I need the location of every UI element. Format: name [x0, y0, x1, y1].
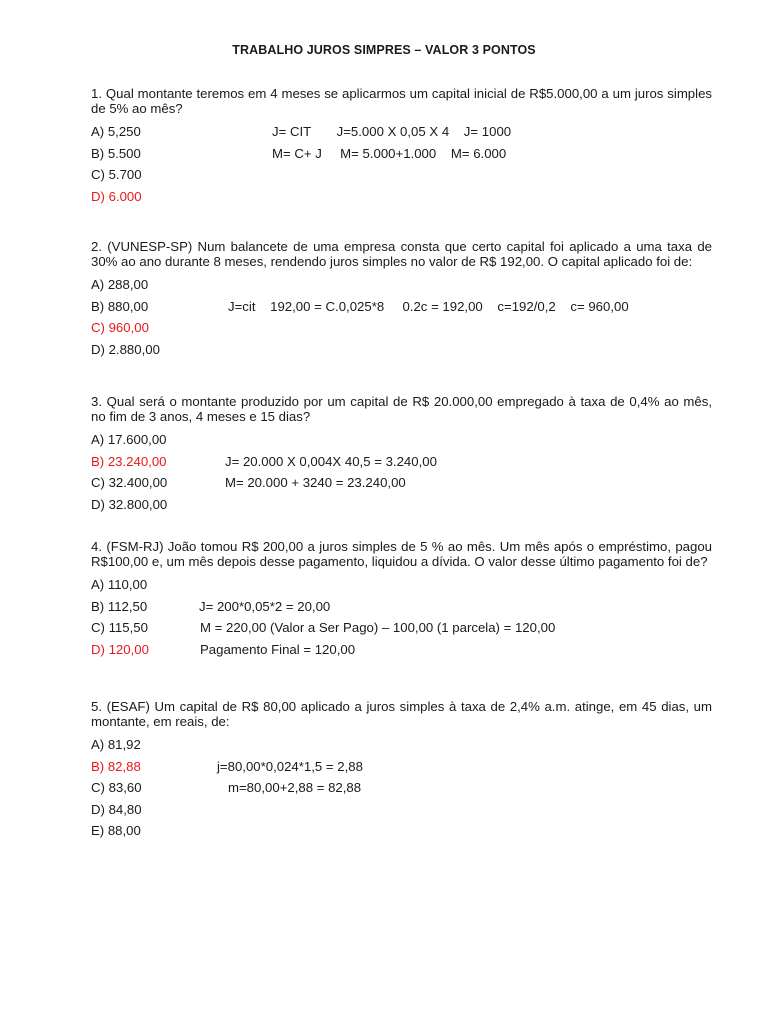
- question-stem: 1. Qual montante teremos em 4 meses se aplicarmos um capital inicial de R$5.000,00 a um juros simples de 5% ao mês?: [91, 86, 712, 116]
- option-b: [91, 143, 712, 165]
- option-b-correct-answer: [91, 756, 712, 778]
- option-a: [91, 274, 712, 296]
- calculation-note: m=80,00+2,88 = 82,88: [228, 780, 362, 796]
- option-label: A) 5,250: [91, 124, 141, 139]
- option-c: [91, 472, 712, 494]
- option-d-correct-answer: [91, 639, 712, 661]
- question-1: [91, 86, 712, 207]
- option-d: [91, 494, 712, 516]
- option-label: D) 32.800,00: [91, 496, 168, 512]
- option-c: [91, 777, 712, 799]
- option-a: [91, 734, 712, 756]
- correct-answer-label: C) 960,00: [91, 320, 149, 336]
- option-label: E) 88,00: [91, 823, 141, 839]
- question-stem: 2. (VUNESP-SP) Num balancete de uma empresa consta que certo capital foi aplicado a uma taxa de 30% ao ano durante 8 meses, rendendo juros simples no valor de R$ 192,00. O capital aplicado foi de:: [91, 239, 712, 269]
- question-4: [91, 539, 712, 660]
- option-a: [91, 429, 712, 451]
- calculation-note: J= 20.000 X 0,004X 40,5 = 3.240,00: [225, 453, 437, 469]
- calculation-note: J=cit 192,00 = C.0,025*8 0.2c = 192,00 c=192/0,2 c= 960,00: [228, 298, 629, 314]
- calculation-note: J= CIT J=5.000 X 0,05 X 4 J= 1000: [272, 124, 512, 139]
- option-label: A) 288,00: [91, 277, 149, 292]
- option-e: [91, 820, 712, 842]
- option-label: D) 2.880,00: [91, 341, 160, 357]
- calculation-note: M = 220,00 (Valor a Ser Pago) – 100,00 (1 parcela) = 120,00: [200, 620, 556, 636]
- option-label: B) 5.500: [91, 145, 141, 161]
- calculation-note: j=80,00*0,024*1,5 = 2,88: [217, 758, 363, 774]
- option-c: [91, 617, 712, 639]
- option-label: C) 5.700: [91, 167, 142, 183]
- option-label: B) 112,50: [91, 598, 148, 614]
- question-stem: 4. (FSM-RJ) João tomou R$ 200,00 a juros simples de 5 % ao mês. Um mês após o empréstimo, pagou R$100,00 e, um mês depois desse pagamento, liquidou a dívida. O valor desse último pagamento foi de?: [91, 539, 712, 569]
- option-label: A) 81,92: [91, 737, 141, 752]
- correct-answer-label: D) 6.000: [91, 188, 142, 204]
- option-label: C) 83,60: [91, 780, 142, 796]
- calculation-note: J= 200*0,05*2 = 20,00: [199, 598, 331, 614]
- calculation-note: Pagamento Final = 120,00: [200, 641, 356, 657]
- calculation-note: M= 20.000 + 3240 = 23.240,00: [225, 475, 406, 491]
- option-c: [91, 164, 712, 186]
- option-d-correct-answer: [91, 186, 712, 208]
- option-label: B) 880,00: [91, 298, 149, 314]
- option-label: C) 32.400,00: [91, 475, 168, 491]
- option-c-correct-answer: [91, 317, 712, 339]
- option-a: [91, 121, 712, 143]
- option-b: [91, 596, 712, 618]
- option-b-correct-answer: [91, 451, 712, 473]
- option-label: D) 84,80: [91, 801, 142, 817]
- option-d: [91, 799, 712, 821]
- question-2: [91, 239, 712, 360]
- option-d: [91, 339, 712, 361]
- option-b: [91, 296, 712, 318]
- question-5: [91, 699, 712, 842]
- option-a: [91, 574, 712, 596]
- correct-answer-label: B) 23.240,00: [91, 453, 167, 469]
- option-label: C) 115,50: [91, 620, 148, 636]
- question-stem: 3. Qual será o montante produzido por um capital de R$ 20.000,00 empregado à taxa de 0,4% ao mês, no fim de 3 anos, 4 meses e 15 dias?: [91, 394, 712, 424]
- correct-answer-label: B) 82,88: [91, 758, 141, 774]
- question-stem: 5. (ESAF) Um capital de R$ 80,00 aplicado a juros simples à taxa de 2,4% a.m. atinge, em 45 dias, um montante, em reais, de:: [91, 699, 712, 729]
- correct-answer-label: D) 120,00: [91, 641, 149, 657]
- calculation-note: M= C+ J M= 5.000+1.000 M= 6.000: [272, 145, 507, 161]
- option-label: A) 110,00: [91, 577, 148, 592]
- option-label: A) 17.600,00: [91, 432, 167, 447]
- question-3: [91, 394, 712, 515]
- document-title: TRABALHO JUROS SIMPRES – VALOR 3 PONTOS: [232, 43, 536, 57]
